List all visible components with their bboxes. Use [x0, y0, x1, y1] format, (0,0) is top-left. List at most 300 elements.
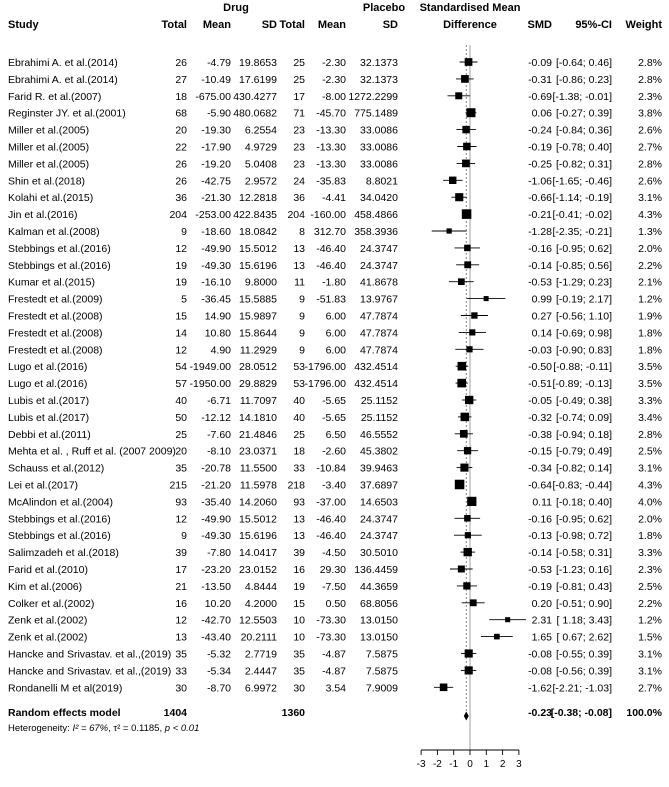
- study-row: [8, 327, 662, 339]
- x-tick-label: 2: [499, 759, 506, 770]
- x-tick-label: -1: [449, 759, 459, 770]
- study-row: [8, 446, 662, 458]
- cell-weight-text: 1.8%: [638, 344, 662, 357]
- cell-ci-text: [-0.98; 0.72]: [555, 530, 612, 543]
- cell-p-total: 39: [293, 547, 305, 560]
- point-estimate-box: [447, 228, 452, 233]
- cell-p-sd: 32.1373: [360, 73, 398, 86]
- study-row: [8, 378, 662, 390]
- cell-d-mean: -10.49: [201, 73, 231, 86]
- cell-d-sd: 14.0417: [239, 547, 277, 560]
- cell-d-sd: 15.5012: [239, 513, 277, 526]
- cell-study: Ebrahimi A. et al.(2014): [8, 73, 118, 86]
- cell-smd-text: 0.27: [531, 310, 552, 323]
- cell-d-total: 12: [175, 614, 187, 627]
- cell-d-mean: -1949.00: [189, 361, 231, 374]
- point-estimate-box: [449, 177, 456, 184]
- cell-d-total: 20: [175, 445, 187, 458]
- cell-d-sd: 11.2929: [239, 344, 277, 357]
- study-row: [8, 395, 662, 407]
- cell-p-mean: 6.00: [325, 344, 346, 357]
- cell-d-sd: 28.0512: [239, 361, 277, 374]
- x-tick-label: 3: [516, 759, 522, 770]
- cell-weight-text: 4.3%: [638, 479, 662, 492]
- cell-p-sd: 25.1152: [360, 395, 398, 407]
- study-row: [8, 361, 662, 373]
- cell-study: Miller et al.(2005): [8, 124, 90, 137]
- drug-mean-header: Mean: [202, 19, 231, 31]
- cell-p-total: 10: [293, 631, 305, 644]
- cell-smd-text: -0.38: [528, 428, 552, 441]
- cell-study: Lugo et al.(2016): [8, 378, 88, 391]
- cell-study: Colker et al.(2002): [8, 597, 95, 610]
- point-estimate-box: [471, 312, 477, 318]
- cell-d-sd: 29.8829: [239, 378, 277, 391]
- point-estimate-box: [463, 143, 471, 151]
- cell-p-total: 17: [293, 90, 305, 103]
- cell-p-sd: 13.9767: [360, 293, 398, 306]
- cell-ci-text: [-0.78; 0.40]: [555, 141, 612, 154]
- cell-smd-text: -0.14: [528, 547, 552, 560]
- cell-smd-text: -0.53: [528, 564, 552, 576]
- cell-p-total: 23: [293, 141, 305, 154]
- cell-d-total: 26: [175, 175, 187, 188]
- cell-d-sd: 23.0152: [239, 564, 277, 576]
- cell-study: Hancke and Srivastav. et al.,(2019): [8, 648, 172, 661]
- cell-d-mean: -20.78: [201, 462, 231, 475]
- placebo-group-header: Placebo: [362, 2, 406, 14]
- cell-weight-text: 1.2%: [638, 614, 662, 627]
- point-estimate-box: [457, 379, 466, 388]
- cell-d-sd: 15.6196: [239, 530, 277, 543]
- study-row: [8, 682, 662, 694]
- cell-ci-text: [-0.74; 0.09]: [555, 411, 612, 424]
- cell-d-sd: 15.5885: [239, 293, 277, 306]
- study-row: [8, 598, 662, 610]
- cell-d-sd: 422.8435: [233, 209, 277, 222]
- point-estimate-box: [462, 160, 470, 168]
- study-row: [8, 513, 662, 525]
- cell-p-total: 18: [293, 445, 305, 458]
- point-estimate-box: [462, 126, 469, 133]
- study-row: [8, 649, 662, 661]
- cell-weight-text: 2.3%: [638, 90, 662, 103]
- study-row: [8, 344, 662, 356]
- cell-d-mean: -49.90: [201, 513, 231, 526]
- cell-p-mean: -46.40: [316, 259, 346, 272]
- cell-weight-text: 1.3%: [638, 226, 662, 238]
- cell-smd-text: -0.32: [528, 411, 552, 424]
- cell-p-sd: 46.5552: [360, 428, 398, 441]
- cell-d-mean: -49.30: [201, 530, 231, 543]
- cell-smd-text: 2.31: [531, 614, 552, 627]
- study-row: [8, 581, 662, 593]
- study-row: [8, 125, 662, 137]
- cell-p-mean: -10.84: [316, 462, 346, 475]
- cell-p-total: 93: [293, 496, 305, 509]
- cell-study: Kim et al.(2006): [8, 580, 83, 593]
- cell-d-total: 39: [175, 547, 187, 560]
- cell-p-total: 9: [299, 344, 305, 357]
- cell-p-total: 35: [293, 665, 305, 678]
- cell-p-mean: -5.65: [322, 411, 346, 424]
- point-estimate-box: [460, 464, 468, 472]
- cell-smd-text: 1.65: [531, 631, 552, 644]
- study-row: [8, 91, 662, 103]
- cell-d-total: 57: [175, 378, 187, 391]
- cell-ci-text: [-2.35; -0.21]: [552, 226, 612, 238]
- cell-weight-text: 1.9%: [638, 310, 662, 323]
- study-row: [8, 530, 662, 542]
- cell-weight-text: 3.3%: [638, 395, 662, 407]
- cell-study: Kolahi et al.(2015): [8, 192, 94, 205]
- placebo-mean-header: Mean: [317, 19, 346, 31]
- cell-p-mean: -73.30: [316, 614, 346, 627]
- cell-p-sd: 47.7874: [360, 310, 398, 323]
- effect-header-line1: Standardised Mean: [419, 2, 521, 14]
- cell-weight-text: 2.5%: [638, 580, 662, 593]
- study-row: [8, 463, 662, 475]
- study-row: [8, 74, 662, 86]
- effect-header-line2: Difference: [443, 19, 497, 31]
- smd-header: SMD: [527, 19, 552, 31]
- cell-study: Stebbings et al.(2016): [8, 259, 111, 272]
- cell-d-sd: 2.4447: [244, 665, 277, 678]
- study-row: [8, 412, 662, 424]
- x-tick-label: 0: [467, 759, 473, 770]
- cell-d-total: 40: [175, 395, 187, 407]
- cell-p-sd: 47.7874: [360, 344, 398, 357]
- cell-study: McAlindon et al.(2004): [8, 496, 114, 509]
- cell-weight-text: 3.1%: [638, 192, 662, 205]
- study-row: [8, 429, 662, 441]
- point-estimate-box: [494, 634, 500, 640]
- cell-study: Stebbings et al.(2016): [8, 513, 111, 526]
- cell-smd-text: -0.13: [528, 530, 552, 543]
- cell-p-total: 218: [287, 479, 305, 492]
- cell-p-sd: 68.8056: [360, 597, 398, 610]
- cell-p-total: 8: [299, 226, 305, 238]
- cell-d-total: 18: [175, 90, 187, 103]
- column-headers: [8, 2, 662, 31]
- cell-ci-text: [-0.82; 0.14]: [555, 462, 612, 475]
- cell-weight-text: 1.2%: [638, 293, 662, 306]
- cell-smd-text: -0.53: [528, 276, 552, 289]
- cell-d-sd: 4.9729: [244, 141, 277, 154]
- cell-p-total: 13: [293, 259, 305, 272]
- cell-p-total: 9: [299, 310, 305, 323]
- cell-weight-text: 2.5%: [638, 445, 662, 458]
- cell-p-sd: 13.0150: [360, 631, 398, 644]
- cell-p-total: 23: [293, 124, 305, 137]
- cell-ci-text: [-0.86; 0.23]: [555, 73, 612, 86]
- cell-p-mean: -51.83: [316, 293, 346, 306]
- cell-study: Frestedt et al.(2008): [8, 310, 103, 323]
- cell-p-mean: -2.30: [322, 57, 346, 69]
- cell-p-mean: -4.41: [322, 192, 346, 205]
- cell-ci-text: [-0.95; 0.62]: [555, 513, 612, 526]
- cell-p-sd: 14.6503: [360, 496, 398, 509]
- cell-d-sd: 21.4846: [239, 428, 277, 441]
- cell-study: Jin et al.(2016): [8, 209, 78, 222]
- cell-ci-text: [-0.56; 0.39]: [555, 665, 612, 678]
- point-estimate-box: [462, 209, 472, 219]
- cell-study: Farid R. et al.(2007): [8, 90, 102, 103]
- cell-p-sd: 34.0420: [360, 192, 398, 205]
- point-estimate-box: [458, 362, 467, 371]
- cell-ci-text: [ 1.18; 3.43]: [556, 614, 612, 627]
- cell-p-sd: 7.9009: [365, 682, 398, 695]
- cell-p-sd: 33.0086: [360, 141, 398, 154]
- cell-ci-text: [-0.89; -0.13]: [552, 378, 612, 391]
- cell-p-sd: 24.3747: [360, 530, 398, 543]
- study-row: [8, 496, 662, 508]
- study-row: [8, 547, 662, 559]
- drug-sd-header: SD: [261, 19, 277, 31]
- cell-p-mean: 6.50: [325, 428, 346, 441]
- cell-study: Lei et al.(2017): [8, 479, 79, 492]
- cell-p-total: 16: [293, 564, 305, 576]
- point-estimate-box: [455, 92, 462, 99]
- point-estimate-box: [461, 413, 469, 421]
- cell-study: Stebbings et al.(2016): [8, 530, 111, 543]
- cell-d-total: 27: [175, 73, 187, 86]
- cell-ci-text: [-0.18; 0.40]: [555, 496, 612, 509]
- cell-ci-text: [-1.29; 0.23]: [555, 276, 612, 289]
- cell-d-mean: -16.10: [201, 276, 231, 289]
- cell-d-total: 215: [169, 479, 187, 492]
- cell-study: Mehta et al. , Ruff et al. (2007 2009): [8, 445, 176, 458]
- cell-p-total: 25: [293, 428, 305, 441]
- cell-smd-text: -0.51: [528, 378, 552, 391]
- cell-p-sd: 25.1152: [360, 411, 398, 424]
- cell-d-total: 19: [175, 276, 187, 289]
- cell-p-mean: -1.80: [322, 276, 346, 289]
- cell-smd-text: -0.14: [528, 259, 552, 272]
- cell-p-sd: 24.3747: [360, 242, 398, 255]
- cell-d-mean: -43.40: [201, 631, 231, 644]
- cell-d-mean: -42.75: [201, 175, 231, 188]
- cell-ci-text: [-1.14; -0.19]: [552, 192, 612, 205]
- cell-weight-text: 2.7%: [638, 141, 662, 154]
- cell-p-sd: 13.0150: [360, 614, 398, 627]
- cell-p-mean: -3.40: [322, 479, 346, 492]
- cell-weight-text: 3.1%: [638, 462, 662, 475]
- cell-p-total: 15: [293, 597, 305, 610]
- cell-weight-text: 3.8%: [638, 107, 662, 120]
- cell-p-mean: -37.00: [316, 496, 346, 509]
- cell-d-sd: 14.2060: [239, 496, 277, 509]
- study-row: [8, 260, 662, 272]
- cell-d-mean: -8.10: [207, 445, 231, 458]
- cell-p-mean: 312.70: [313, 226, 346, 238]
- cell-weight-text: 2.3%: [638, 564, 662, 576]
- cell-p-sd: 432.4514: [354, 378, 398, 391]
- cell-d-mean: -6.71: [207, 395, 231, 407]
- placebo-sd-header: SD: [382, 19, 398, 31]
- cell-p-sd: 33.0086: [360, 158, 398, 171]
- pooled-row: [8, 707, 663, 719]
- cell-d-total: 12: [175, 344, 187, 357]
- cell-d-mean: -18.60: [201, 226, 231, 238]
- cell-p-mean: -13.30: [316, 124, 346, 137]
- cell-d-sd: 11.5500: [239, 462, 277, 475]
- cell-weight-text: 3.5%: [638, 361, 662, 374]
- cell-d-total: 5: [181, 293, 187, 306]
- cell-d-total: 12: [175, 242, 187, 255]
- cell-smd-text: -1.06: [528, 175, 552, 188]
- cell-d-total: 26: [175, 158, 187, 171]
- pooled-weight: 100.0%: [626, 707, 662, 719]
- cell-p-mean: -35.83: [316, 175, 346, 188]
- cell-d-sd: 18.0842: [239, 226, 277, 238]
- cell-p-mean: -46.40: [316, 513, 346, 526]
- cell-d-mean: 10.20: [204, 597, 231, 610]
- cell-study: Frestedt et al.(2008): [8, 327, 103, 340]
- study-row: [8, 277, 662, 289]
- cell-smd-text: -1.62: [528, 682, 552, 695]
- cell-d-total: 50: [175, 411, 187, 424]
- point-estimate-box: [466, 346, 472, 352]
- cell-weight-text: 3.1%: [638, 648, 662, 661]
- point-estimate-box: [463, 582, 470, 589]
- cell-smd-text: 0.14: [531, 327, 552, 340]
- cell-d-mean: -5.34: [207, 665, 231, 678]
- cell-weight-text: 3.1%: [638, 665, 662, 678]
- cell-p-mean: -4.87: [322, 665, 346, 678]
- cell-d-mean: -13.50: [201, 580, 231, 593]
- x-tick-label: -3: [416, 759, 426, 770]
- point-estimate-box: [460, 430, 468, 438]
- cell-study: Kumar et al.(2015): [8, 276, 95, 289]
- cell-d-sd: 4.8444: [244, 580, 277, 593]
- point-estimate-box: [455, 480, 465, 490]
- cell-d-sd: 11.5978: [239, 479, 277, 492]
- cell-p-mean: -160.00: [310, 209, 346, 222]
- cell-d-sd: 12.2818: [239, 192, 277, 205]
- cell-weight-text: 2.0%: [638, 242, 662, 255]
- cell-ci-text: [-0.56; 1.10]: [555, 310, 612, 323]
- point-estimate-box: [464, 245, 471, 252]
- cell-d-mean: -23.20: [201, 564, 231, 576]
- cell-p-sd: 47.7874: [360, 327, 398, 340]
- cell-d-mean: 4.90: [210, 344, 231, 357]
- cell-d-mean: -21.20: [201, 479, 231, 492]
- cell-p-mean: -46.40: [316, 530, 346, 543]
- cell-p-mean: -4.50: [322, 547, 346, 560]
- pooled-drug-total: 1404: [163, 707, 187, 719]
- heterogeneity-p: p < 0.01: [164, 723, 200, 734]
- cell-smd-text: -0.19: [528, 141, 552, 154]
- cell-smd-text: -0.16: [528, 242, 552, 255]
- cell-study: Ebrahimi A. et al.(2014): [8, 57, 118, 69]
- cell-d-total: 22: [175, 141, 187, 154]
- cell-d-total: 33: [175, 665, 187, 678]
- cell-ci-text: [ 0.67; 2.62]: [556, 631, 612, 644]
- cell-smd-text: -0.08: [528, 665, 552, 678]
- cell-d-mean: -253.00: [195, 209, 231, 222]
- cell-smd-text: -0.66: [528, 192, 552, 205]
- cell-ci-text: [-0.85; 0.56]: [555, 259, 612, 272]
- study-row: [8, 243, 662, 255]
- cell-p-mean: 6.00: [325, 310, 346, 323]
- weight-header: Weight: [625, 19, 662, 31]
- cell-p-total: 35: [293, 648, 305, 661]
- cell-d-sd: 12.5503: [239, 614, 277, 627]
- study-row: [8, 480, 662, 492]
- point-estimate-box: [470, 599, 477, 606]
- cell-weight-text: 2.0%: [638, 513, 662, 526]
- point-estimate-box: [461, 75, 469, 83]
- cell-ci-text: [-0.55; 0.39]: [555, 648, 612, 661]
- study-row: [8, 108, 662, 120]
- study-row: [8, 226, 662, 238]
- study-row: [8, 632, 662, 644]
- cell-d-total: 35: [175, 462, 187, 475]
- cell-p-sd: 8.8021: [365, 175, 398, 188]
- cell-ci-text: [-0.69; 0.98]: [555, 327, 612, 340]
- cell-p-sd: 358.3936: [354, 226, 398, 238]
- cell-study: Miller et al.(2005): [8, 141, 90, 154]
- point-estimate-box: [466, 108, 475, 117]
- cell-ci-text: [-0.90; 0.83]: [555, 344, 612, 357]
- cell-d-mean: -7.80: [207, 547, 231, 560]
- cell-d-total: 36: [175, 192, 187, 205]
- cell-p-sd: 1272.2299: [348, 90, 398, 103]
- cell-p-mean: 3.54: [325, 682, 346, 695]
- cell-weight-text: 3.5%: [638, 378, 662, 391]
- cell-smd-text: -0.34: [528, 462, 552, 475]
- cell-d-mean: -4.79: [207, 57, 231, 69]
- cell-study: Lubis et al.(2017): [8, 411, 90, 424]
- cell-weight-text: 4.3%: [638, 209, 662, 222]
- cell-d-sd: 2.7719: [244, 648, 277, 661]
- cell-p-total: 13: [293, 242, 305, 255]
- cell-weight-text: 1.5%: [638, 631, 662, 644]
- study-row: [8, 294, 662, 306]
- cell-study: Frestedt et al.(2009): [8, 293, 103, 306]
- cell-d-mean: -5.32: [207, 648, 231, 661]
- cell-p-mean: -46.40: [316, 242, 346, 255]
- cell-p-sd: 458.4866: [354, 209, 398, 222]
- cell-study: Miller et al.(2005): [8, 158, 90, 171]
- cell-weight-text: 3.3%: [638, 547, 662, 560]
- cell-p-total: 13: [293, 530, 305, 543]
- point-estimate-box: [458, 566, 465, 573]
- cell-p-total: 25: [293, 73, 305, 86]
- heterogeneity-text: [8, 723, 199, 734]
- cell-d-total: 25: [175, 428, 187, 441]
- cell-p-sd: 7.5875: [365, 648, 398, 661]
- cell-d-mean: -17.90: [201, 141, 231, 154]
- point-estimate-box: [465, 666, 473, 674]
- cell-p-total: 204: [287, 209, 305, 222]
- cell-d-total: 54: [175, 361, 187, 374]
- cell-weight-text: 3.4%: [638, 411, 662, 424]
- cell-smd-text: -0.50: [528, 361, 552, 374]
- pooled-ci: [-0.38; -0.08]: [550, 707, 612, 719]
- cell-p-mean: -13.30: [316, 141, 346, 154]
- cell-d-mean: -12.12: [201, 411, 231, 424]
- heterogeneity-sep2: ,: [159, 723, 165, 734]
- cell-p-mean: -2.60: [322, 445, 346, 458]
- cell-p-total: 11: [294, 276, 305, 289]
- cell-p-total: 9: [299, 327, 305, 340]
- point-estimate-box: [465, 649, 473, 657]
- cell-ci-text: [-0.58; 0.31]: [555, 547, 612, 560]
- cell-study: Rondanelli M et al(2019): [8, 682, 123, 695]
- pooled-label: Random effects model: [8, 707, 121, 719]
